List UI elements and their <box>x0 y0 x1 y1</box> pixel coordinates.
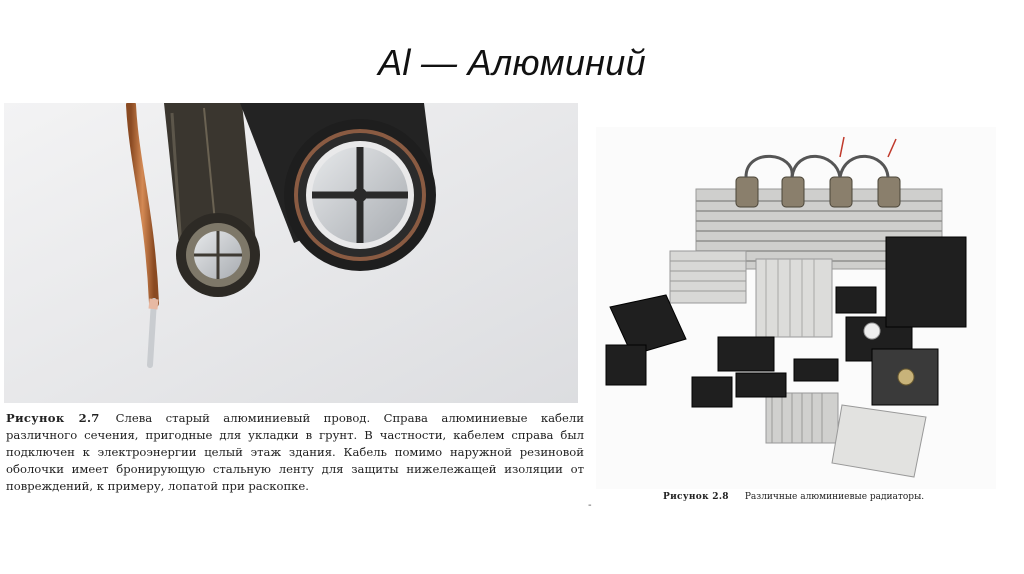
figure-2-7-label: Рисунок 2.7 <box>6 411 100 425</box>
figure-2-7-text: Слева старый алюминиевый провод. Справа алюминиевые кабели различного сечения, пригодные для укладки в грунт. В частности, кабелем справа был подключен к электроэнергии целый этаж здания. Кабель помимо наружной резиновой оболочки имеет бронирующую стальную ленту для защиты нижележащей изоляции от повреждений, к примеру, лопатой при раскопке. <box>6 411 584 493</box>
figure-2-8-caption <box>663 491 993 503</box>
cables-photo <box>4 103 578 403</box>
radiators-illustration <box>596 127 996 489</box>
radiators-photo <box>596 127 996 489</box>
slide-title: Al — Алюминий <box>378 42 646 83</box>
cables-illustration <box>4 103 578 403</box>
figure-2-8-text: Различные алюминиевые радиаторы. <box>744 492 925 502</box>
figure-2-7-caption <box>6 410 584 495</box>
stray-mark: - <box>588 500 592 511</box>
figure-2-8-label: Рисунок 2.8 <box>663 492 729 502</box>
